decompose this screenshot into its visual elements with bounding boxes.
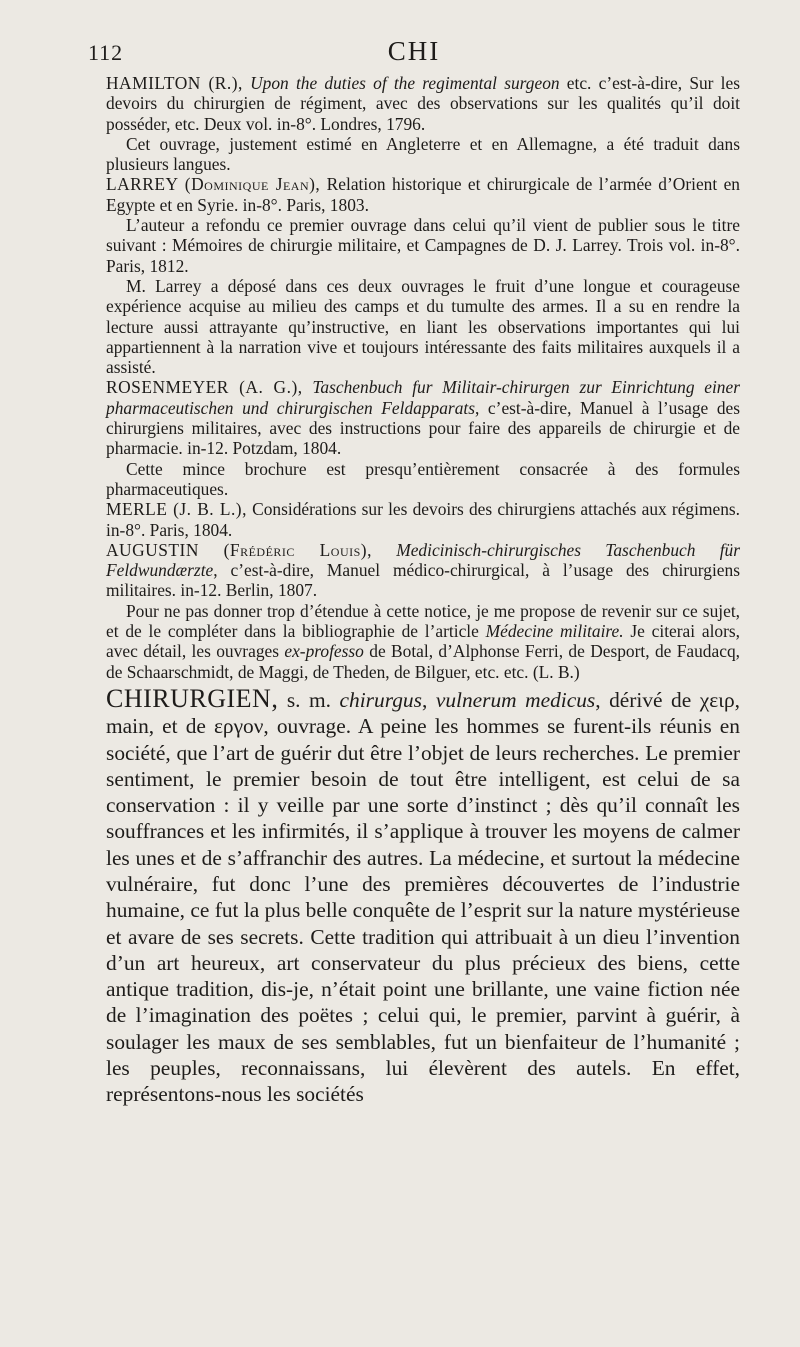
entry-text: Relation historique et chirurgicale de l’armée d’Orient en Egypte et en Syrie. in-8°. Paris, 1803. (106, 174, 741, 215)
separator: , (421, 687, 436, 712)
article-reference: Médecine militaire. (485, 621, 624, 642)
entry-text: , c’est-à-dire, Manuel médico-chirurgical, à l’usage des chirurgiens militaires. in-12. Berlin, 1807. (106, 560, 740, 601)
entry-note: Cette mince brochure est presqu’entièrement consacrée à des formules pharmaceutiques. (106, 458, 740, 499)
article-text: , dérivé de χειρ, main, et de εργον, ouvrage. A peine les hommes se furent-ils réunis en société, que l’art de guérir dut être l’objet de leurs recherches. Le premier sentiment, le premier besoin de tout être intelligent, est celui de sa conservation : il y veille par une sorte d’instinct ; dès qu’il connaît les souffrances et les infirmités, il s’applique à trouver les moyens de calmer les unes et de s’affranchir des autres. La médecine, et surtout la médecine vulnéraire, fut donc l’une des premières découvertes de l’industrie humaine, ce fut la plus belle conquête de l’esprit sur la nature mystérieuse et avare de ses secrets. Cette tradition qui attribuait à un dieu l’invention d’un art heureux, art conservateur du plus précieux des biens, cette antique tradition, dis-je, n’était point une brillante, une vaine fiction née de l’imagination des poëtes ; celui qui, le premier, parvint à guérir, à soulager les maux de ses semblables, fut un bienfaiteur de l’humanité ; les peuples, reconnaissans, lui élevèrent des autels. En effet, représentons-nous les sociétés (106, 687, 741, 1107)
latin-term: chirurgus (339, 687, 422, 712)
article-headword: CHIRURGIEN, (106, 683, 279, 713)
entry-text: etc. c’est-à-dire, Sur les devoirs du chirurgien de régiment, avec des observations sur les qualités qu’il doit posséder, etc. Deux vol. in-8°. Londres, 1796. (106, 73, 740, 134)
entry-title: Upon the duties of the regimental surgeon (250, 73, 560, 93)
latin-term: vulnerum medicus (435, 687, 596, 712)
entry-note: M. Larrey a déposé dans ces deux ouvrages le fruit d’une longue et courageuse expérience acquise au milieu des camps et du tumulte des armes. Il a su en rendre la lecture aussi attrayante qu’instructive, en liant les observations importantes qui lui appartiennent à la narration vive et toujours intéressante des faits militaires auxquels il a assisté. (106, 275, 740, 378)
entry-text: Considérations sur les devoirs des chirurgiens attachés aux régimens. in-8°. Paris, 1804. (106, 499, 741, 540)
entry-author: MERLE (J. B. L.), (106, 499, 247, 520)
closing-note-text: Je citerai alors, avec détail, les ouvrages (106, 621, 741, 662)
entry-author: LARREY (Dominique Jean), (106, 174, 321, 195)
closing-note-text: de Botal, d’Alphonse Ferri, de Desport, de Faudacq, de Schaarschmidt, de Maggi, de Theden, de Bilguer, etc. etc. (L. B.) (106, 641, 740, 682)
entry-author: ROSENMEYER (A. G.), (106, 377, 303, 398)
bibliography-entry (106, 540, 740, 601)
main-article (106, 683, 741, 1108)
closing-note-text: Pour ne pas donner trop d’étendue à cette notice, je me propose de revenir sur ce sujet, et de le compléter dans la bibliographie de l’article (106, 600, 740, 642)
entry-author: HAMILTON (R.), (106, 73, 243, 93)
entry-text: , c’est-à-dire, Manuel à l’usage des chirurgiens militaires, avec des instructions pour faire des appareils de chirurgie et de pharmacie. in-12. Potzdam, 1804. (106, 397, 741, 459)
bibliography-entry (106, 377, 740, 458)
entry-author: AUGUSTIN (Frédéric Louis), (106, 539, 372, 560)
page-number: 112 (88, 40, 124, 65)
bibliography-entry (106, 499, 740, 540)
page-body (106, 73, 740, 1129)
grammatical-label: s. m. (278, 687, 340, 712)
entry-note: Cet ouvrage, justement estimé en Angleterre et en Allemagne, a été traduit dans plusieurs langues. (106, 133, 740, 175)
page-header (88, 36, 740, 66)
entry-title: Medicinisch-chirurgisches Taschenbuch für Feldwundærzte (106, 539, 740, 581)
bibliography-entry (106, 73, 740, 134)
closing-note (106, 601, 740, 682)
entry-note: L’auteur a refondu ce premier ouvrage dans celui qu’il vient de publier sous le titre suivant : Mémoires de chirurgie militaire, et Campagnes de D. J. Larrey. Trois vol. in-8°. Paris, 1812. (106, 215, 740, 276)
entry-title: Taschenbuch fur Militair-chirurgen zur Einrichtung einer pharmaceutischen und chirurgischen Feldapparats (106, 377, 740, 418)
running-head: CHI (387, 36, 441, 66)
bibliography-entry (106, 174, 740, 215)
latin-phrase: ex-professo (284, 641, 364, 662)
